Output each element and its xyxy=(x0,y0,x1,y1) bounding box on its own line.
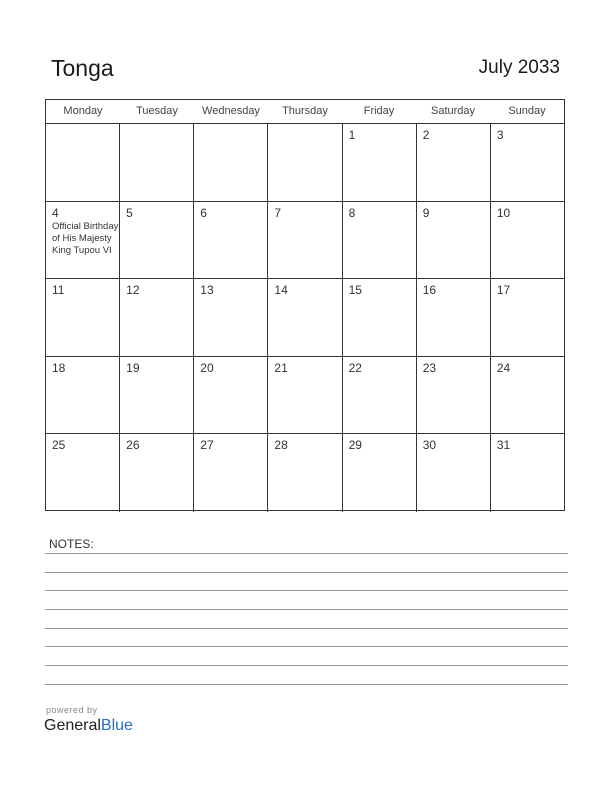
day-cell xyxy=(46,202,120,279)
day-number: 21 xyxy=(274,360,288,375)
day-number: 5 xyxy=(126,205,133,220)
day-number: 16 xyxy=(422,283,437,298)
powered-by-text: powered by xyxy=(46,705,98,715)
day-number: 15 xyxy=(348,283,362,298)
day-cell xyxy=(417,357,491,434)
weekday-header: Thursday xyxy=(282,105,328,117)
day-cell xyxy=(120,124,194,201)
day-number: 28 xyxy=(274,438,288,453)
day-number: 9 xyxy=(422,205,430,220)
day-number: 22 xyxy=(348,360,362,375)
note-line xyxy=(45,684,568,685)
note-line xyxy=(45,590,568,591)
day-cell xyxy=(268,124,342,201)
day-number: 25 xyxy=(52,438,66,453)
day-cell xyxy=(491,434,564,512)
week-row xyxy=(46,202,564,280)
weekday-header: Monday xyxy=(63,105,103,117)
week-row xyxy=(46,279,564,357)
day-number: 3 xyxy=(496,128,504,142)
day-cell xyxy=(46,434,120,512)
day-cell xyxy=(417,279,491,356)
day-number: 23 xyxy=(422,360,437,375)
day-cell xyxy=(194,202,268,279)
day-cell xyxy=(343,357,417,434)
day-cell xyxy=(268,279,342,356)
weekday-header: Friday xyxy=(363,105,395,117)
day-cell xyxy=(343,279,417,356)
day-cell xyxy=(194,279,268,356)
note-line xyxy=(45,665,568,666)
day-number: 18 xyxy=(52,360,66,375)
day-cell xyxy=(417,124,491,201)
week-row xyxy=(46,357,564,435)
note-line xyxy=(45,553,568,554)
note-line xyxy=(45,628,568,629)
day-cell xyxy=(194,357,268,434)
day-cell xyxy=(46,357,120,434)
day-cell xyxy=(268,357,342,434)
day-number: 12 xyxy=(126,283,140,298)
day-cell xyxy=(417,434,491,512)
day-number: 29 xyxy=(348,438,362,453)
day-cell xyxy=(120,357,194,434)
day-number: 17 xyxy=(496,283,511,298)
notes-label: NOTES: xyxy=(49,537,94,551)
weekday-header: Saturday xyxy=(430,105,476,117)
day-number: 19 xyxy=(126,360,140,375)
day-number: 10 xyxy=(496,205,511,220)
weekday-header: Sunday xyxy=(508,105,546,117)
day-number: 1 xyxy=(348,128,356,142)
day-number: 2 xyxy=(422,128,430,142)
day-cell xyxy=(268,434,342,512)
calendar-grid xyxy=(45,99,565,511)
day-cell xyxy=(343,202,417,279)
day-number: 27 xyxy=(200,438,214,453)
week-row xyxy=(46,434,564,512)
holiday-label: Official Birthday of His Majesty King Tupou VI xyxy=(52,220,119,256)
logo-general-text: General xyxy=(44,717,101,734)
day-number: 20 xyxy=(200,360,214,375)
day-number: 31 xyxy=(496,438,511,453)
day-cell xyxy=(46,124,120,201)
day-cell xyxy=(417,202,491,279)
month-title: July 2033 xyxy=(478,57,560,78)
generalblue-logo xyxy=(44,717,133,735)
day-cell xyxy=(194,124,268,201)
note-line xyxy=(45,572,568,573)
logo-blue-text: Blue xyxy=(100,717,133,734)
day-number: 4 xyxy=(52,205,59,220)
day-number: 7 xyxy=(274,205,282,220)
weekday-header-row xyxy=(46,100,564,124)
day-cell xyxy=(46,279,120,356)
day-cell xyxy=(268,202,342,279)
note-line xyxy=(45,646,568,647)
day-cell xyxy=(120,279,194,356)
day-cell xyxy=(120,202,194,279)
day-number: 8 xyxy=(348,205,356,220)
day-cell xyxy=(491,279,564,356)
day-cell xyxy=(491,357,564,434)
day-number: 24 xyxy=(496,360,511,375)
day-cell xyxy=(491,202,564,279)
day-number: 26 xyxy=(126,438,140,453)
day-cell xyxy=(120,434,194,512)
day-number: 13 xyxy=(200,283,214,298)
day-cell xyxy=(491,124,564,201)
weekday-header: Wednesday xyxy=(202,105,260,117)
day-cell xyxy=(343,434,417,512)
day-number: 14 xyxy=(274,283,288,298)
day-number: 6 xyxy=(200,205,207,220)
weekday-header: Tuesday xyxy=(136,105,178,117)
day-number: 30 xyxy=(422,438,437,453)
day-cell xyxy=(343,124,417,201)
day-number: 11 xyxy=(52,283,65,298)
week-row xyxy=(46,124,564,202)
day-cell xyxy=(194,434,268,512)
note-line xyxy=(45,609,568,610)
country-title: Tonga xyxy=(51,55,114,81)
